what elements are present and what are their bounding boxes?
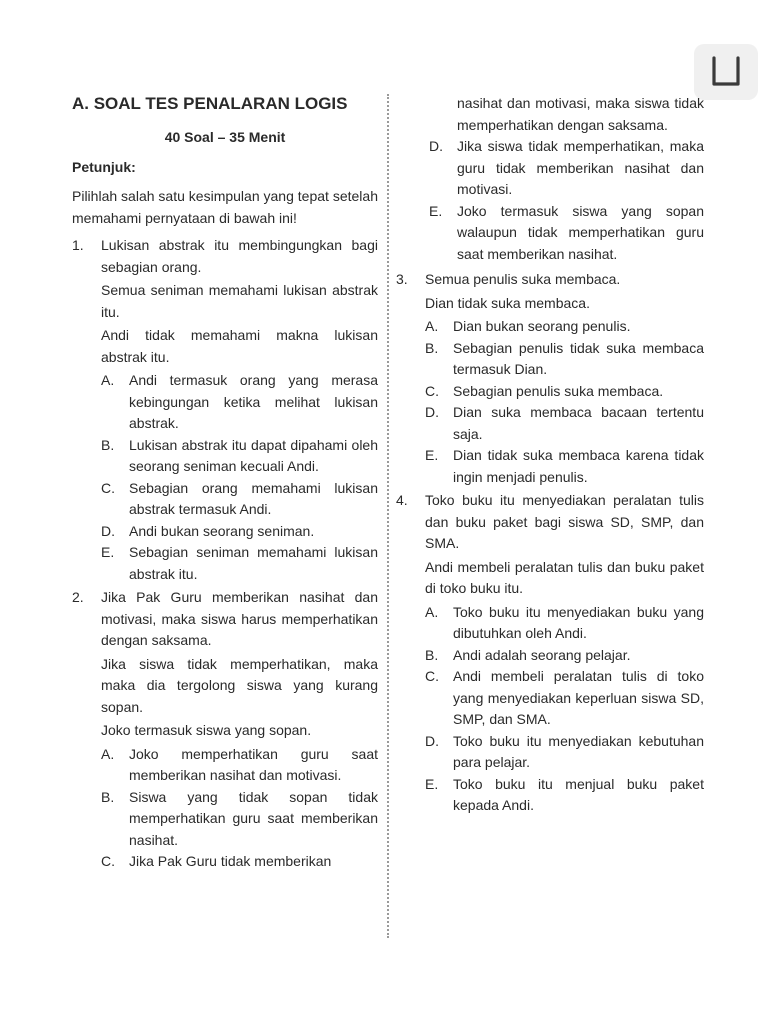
premise: Jika siswa tidak memperhatikan, maka maka dia tergolong siswa yang kurang sopan. [101,655,378,715]
option-letter: A. [101,372,115,388]
question-number: 3. [396,271,408,287]
premise: Andi tidak memahami makna lukisan abstrak itu. [101,327,378,365]
answer-option[interactable] [101,744,378,787]
answer-option[interactable] [101,542,378,585]
w-logo-icon [694,44,758,100]
option-text: Sebagian orang memahami lukisan abstrak termasuk Andi. [129,479,378,517]
option-letter: D. [425,404,439,420]
premise: Dian tidak suka membaca. [425,294,590,311]
option-text: Siswa yang tidak sopan tidak memperhatikan guru saat memberikan nasihat. [129,788,378,848]
option-letter: C. [101,853,115,869]
answer-option[interactable] [101,370,378,435]
answer-option[interactable] [425,666,704,731]
option-text: Lukisan abstrak itu dapat dipahami oleh seorang seniman kecuali Andi. [129,436,378,474]
question-3 [396,269,704,488]
column-divider [387,94,389,938]
option-letter: A. [101,745,115,762]
question-2 [72,587,378,873]
premise: Semua seniman memahami lukisan abstrak itu. [101,282,378,320]
option-text: Jika siswa tidak memperhatikan, maka guru tidak memberikan nasihat dan motivasi. [457,138,704,197]
answer-option[interactable] [425,602,704,645]
option-text: Andi membeli peralatan tulis di toko yang menyediakan keperluan siswa SD, SMP, dan SMA. [453,668,704,727]
answer-option[interactable] [101,787,378,852]
option-text: Jika Pak Guru tidak memberikan [129,853,332,869]
option-text: Joko termasuk siswa yang sopan walaupun tidak memperhatikan guru saat memberikan nasihat. [457,202,704,262]
section-title: A. SOAL TES PENALARAN LOGIS [72,94,348,113]
question-1 [72,235,378,585]
instructions-label: Petunjuk: [72,158,136,175]
answer-option[interactable] [429,136,704,201]
answer-option[interactable] [425,381,704,403]
option-text: Sebagian penulis suka membaca. [453,382,664,399]
premise: Jika Pak Guru memberikan nasihat dan motivasi, maka siswa harus memperhatikan dengan saksama. [101,589,378,648]
instructions-text: Pilihlah salah satu kesimpulan yang tepat setelah memahami pernyataan di bawah ini! [72,188,378,226]
option-letter: A. [425,318,439,334]
answer-option[interactable] [425,731,704,774]
test-duration-subtitle: 40 Soal – 35 Menit [164,129,286,145]
option-letter: B. [425,646,439,663]
premise: Toko buku itu menyediakan peralatan tulis dan buku paket bagi siswa SD, SMP, dan SMA. [425,492,704,551]
option-letter: E. [425,775,439,792]
answer-option[interactable] [425,445,704,488]
option-letter: D. [425,732,439,749]
option-c-continued: nasihat dan motivasi, maka siswa tidak memperhatikan dengan saksama. [457,95,704,133]
option-text: Toko buku itu menyediakan kebutuhan para pelajar. [453,732,704,770]
option-text: Toko buku itu menjual buku paket kepada Andi. [453,775,704,813]
answer-option[interactable] [101,435,378,478]
option-text: Dian bukan seorang penulis. [453,318,631,334]
option-letter: D. [101,522,115,539]
left-column [72,93,378,873]
option-text: Dian tidak suka membaca karena tidak ingin menjadi penulis. [453,447,704,485]
option-text: Sebagian penulis tidak suka membaca termasuk Dian. [453,339,704,377]
answer-option[interactable] [101,478,378,521]
option-text: Sebagian seniman memahami lukisan abstrak itu. [129,544,378,582]
option-text: Toko buku itu menyediakan buku yang dibutuhkan oleh Andi. [453,603,704,641]
premise: Joko termasuk siswa yang sopan. [101,722,312,738]
premise: Lukisan abstrak itu membingungkan bagi sebagian orang. [101,237,378,275]
question-number: 2. [72,589,84,605]
option-letter: C. [101,479,115,496]
option-letter: E. [101,544,115,560]
option-text: Andi termasuk orang yang merasa kebingungan ketika melihat lukisan abstrak. [129,372,378,431]
answer-option[interactable] [429,201,704,266]
answer-option[interactable] [425,402,704,445]
option-text: Andi adalah seorang pelajar. [453,646,631,663]
option-letter: B. [425,339,439,356]
answer-option[interactable] [425,774,704,817]
option-letter: B. [101,436,115,453]
option-letter: A. [425,603,439,620]
answer-option[interactable] [101,521,378,543]
right-column [396,93,704,817]
option-letter: D. [429,138,443,154]
option-letter: C. [425,668,439,684]
answer-option[interactable] [101,851,378,873]
option-letter: E. [425,447,439,463]
option-letter: E. [429,202,443,219]
question-4 [396,490,704,817]
premise: Semua penulis suka membaca. [425,271,621,287]
answer-option[interactable] [425,316,704,338]
option-text: Joko memperhatikan guru saat memberikan nasihat dan motivasi. [129,745,378,783]
option-text: Andi bukan seorang seniman. [129,522,315,539]
answer-option[interactable] [425,338,704,381]
question-number: 4. [396,492,408,508]
answer-option[interactable] [425,645,704,667]
premise: Andi membeli peralatan tulis dan buku paket di toko buku itu. [425,558,704,596]
option-letter: C. [425,382,439,399]
option-text: Dian suka membaca bacaan tertentu saja. [453,404,704,442]
question-number: 1. [72,237,84,253]
option-letter: B. [101,788,115,805]
